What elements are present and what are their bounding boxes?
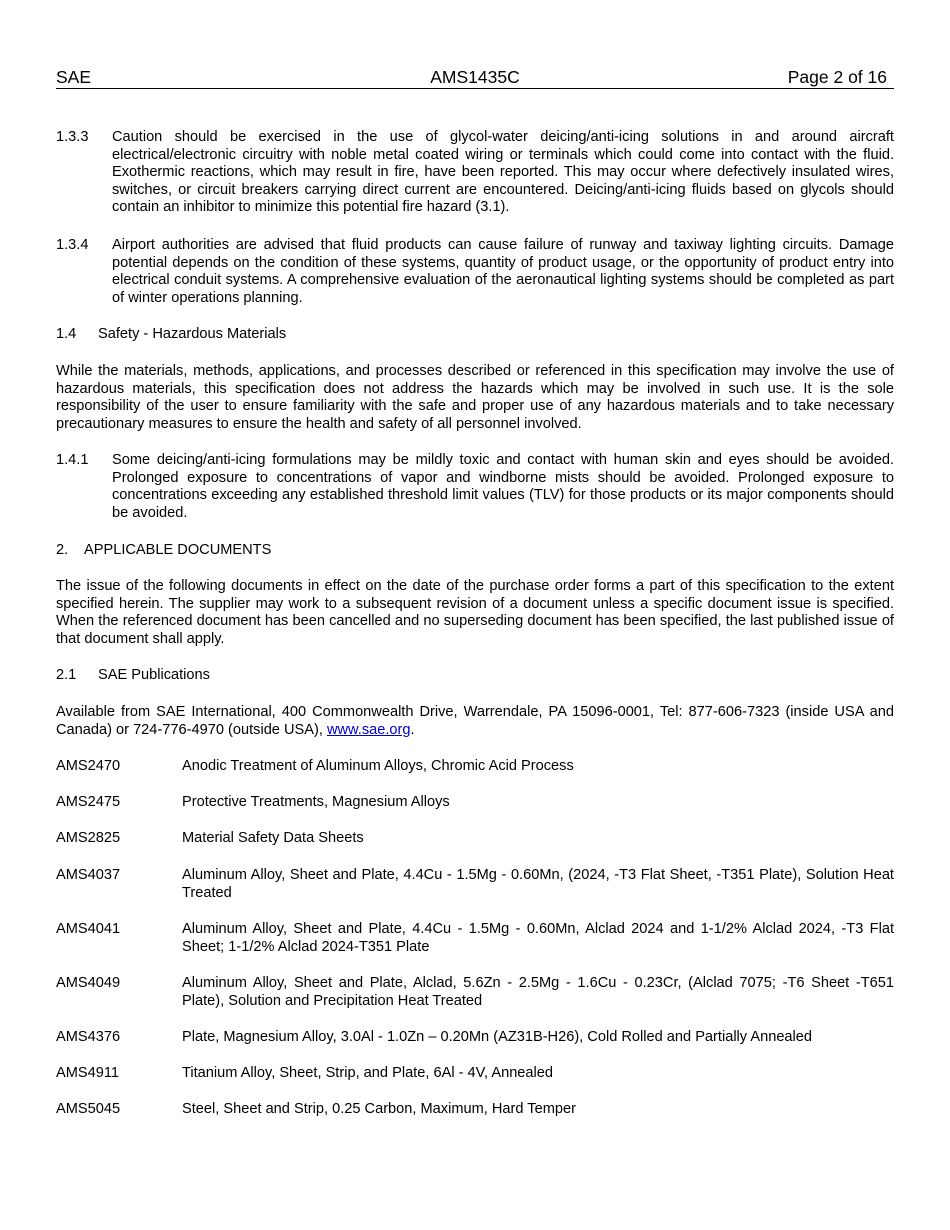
header-org: SAE	[56, 67, 92, 87]
document-page	[56, 66, 894, 89]
reference-title: Plate, Magnesium Alloy, 3.0Al - 1.0Zn – 0.20Mn (AZ31B-H26), Cold Rolled and Partially Annealed	[182, 1029, 813, 1045]
reference-title: Aluminum Alloy, Sheet and Plate, Alclad, 5.6Zn - 2.5Mg - 1.6Cu - 0.23Cr, (Alclad 7075; -T6 Sheet -T651 Plate), Solution and Precipitation Heat Treated	[182, 975, 894, 1009]
reference-code: AMS5045	[56, 1101, 121, 1117]
reference-item	[56, 975, 894, 1010]
reference-title: Anodic Treatment of Aluminum Alloys, Chromic Acid Process	[182, 758, 574, 774]
reference-item	[56, 921, 894, 956]
section-title: APPLICABLE DOCUMENTS	[84, 542, 272, 558]
section-1-4-heading	[56, 326, 894, 344]
section-1-4-1	[56, 452, 894, 522]
reference-item	[56, 867, 894, 902]
reference-code: AMS4041	[56, 921, 121, 937]
section-text: Some deicing/anti-icing formulations may be mildly toxic and contact with human skin and eyes should be avoided. Prolonged exposure to concentrations of vapor and windborne mists should be avoided. Prolonged exposure to concentrations exceeding any established threshold limit values (TLV) for those products or its major components should be avoided.	[112, 452, 894, 521]
reference-title: Aluminum Alloy, Sheet and Plate, 4.4Cu - 1.5Mg - 0.60Mn, (2024, -T3 Flat Sheet, -T351 Plate), Solution Heat Treated	[182, 867, 894, 901]
section-1-3-4	[56, 237, 894, 307]
section-2-paragraph: The issue of the following documents in effect on the date of the purchase order forms a part of this specification to the extent specified herein. The supplier may work to a subsequent revision of a document unless a specific document issue is specified. When the referenced document has been cancelled and no superseding document has been specified, the last published issue of that document shall apply.	[56, 578, 894, 647]
reference-title: Steel, Sheet and Strip, 0.25 Carbon, Maximum, Hard Temper	[182, 1101, 576, 1117]
section-text: Airport authorities are advised that fluid products can cause failure of runway and taxiway lighting circuits. Damage potential depends on the condition of these systems, quantity of product usage, or the opportunity of product entry into electrical conduit systems. A comprehensive evaluation of the aeronautical lighting systems should be completed as part of winter operations planning.	[112, 237, 894, 306]
reference-code: AMS4376	[56, 1029, 121, 1045]
header-page-number: Page 2 of 16	[787, 67, 887, 87]
section-number: 1.3.4	[56, 237, 89, 253]
section-1-4-paragraph: While the materials, methods, applications, and processes described or referenced in this specification may involve the use of hazardous materials, this specification does not address the hazards which may be involved in such use. It is the sole responsibility of the user to ensure familiarity with the safe and proper use of any hazardous materials and to take necessary precautionary measures to ensure the health and safety of all personnel involved.	[56, 363, 894, 432]
page-header	[56, 66, 894, 89]
reference-title: Titanium Alloy, Sheet, Strip, and Plate, 6Al - 4V, Annealed	[182, 1065, 554, 1081]
section-2-1-paragraph	[56, 704, 894, 739]
reference-code: AMS2825	[56, 830, 121, 846]
reference-item	[56, 758, 894, 776]
header-doc-number: AMS1435C	[430, 67, 520, 87]
reference-code: AMS4911	[56, 1065, 120, 1081]
reference-title: Material Safety Data Sheets	[182, 830, 364, 846]
reference-code: AMS4049	[56, 975, 121, 991]
availability-text-end: .	[410, 721, 415, 738]
reference-code: AMS2475	[56, 794, 121, 810]
reference-item	[56, 1029, 894, 1047]
section-1-3-3	[56, 129, 894, 217]
section-2-1-heading	[56, 667, 894, 685]
section-text: Caution should be exercised in the use of glycol-water deicing/anti-icing solutions in and around aircraft electrical/electronic circuitry with noble metal coated wiring or terminals which could come into contact with the fluid. Exothermic reactions, which may result in fire, have been reported. This may occur where defectively insulated wires, switches, or circuit breakers carrying direct current are encountered. Deicing/anti-icing fluids based on glycols should contain an inhibitor to minimize this potential fire hazard (3.1).	[112, 129, 894, 216]
reference-item	[56, 1065, 894, 1083]
reference-item	[56, 830, 894, 848]
section-number: 1.4	[56, 326, 77, 342]
reference-title: Aluminum Alloy, Sheet and Plate, 4.4Cu - 1.5Mg - 0.60Mn, Alclad 2024 and 1-1/2% Alclad 2024, -T3 Flat Sheet; 1-1/2% Alclad 2024-T351 Plate	[182, 921, 894, 955]
reference-item	[56, 794, 894, 812]
section-2-heading	[56, 542, 894, 560]
section-number: 1.3.3	[56, 129, 89, 145]
availability-text: Available from SAE International, 400 Commonwealth Drive, Warrendale, PA 15096-0001, Tel: 877-606-7323 (inside USA and Canada) or 724-776-4970 (outside USA),	[56, 704, 894, 738]
section-title: Safety - Hazardous Materials	[98, 326, 287, 342]
section-number: 2.1	[56, 667, 77, 683]
section-title: SAE Publications	[98, 667, 210, 683]
section-number: 2.	[56, 542, 69, 558]
section-number: 1.4.1	[56, 452, 89, 468]
reference-code: AMS2470	[56, 758, 121, 774]
reference-item	[56, 1101, 894, 1119]
reference-title: Protective Treatments, Magnesium Alloys	[182, 794, 450, 810]
reference-code: AMS4037	[56, 867, 121, 883]
sae-website-link[interactable]: www.sae.org	[326, 721, 411, 738]
